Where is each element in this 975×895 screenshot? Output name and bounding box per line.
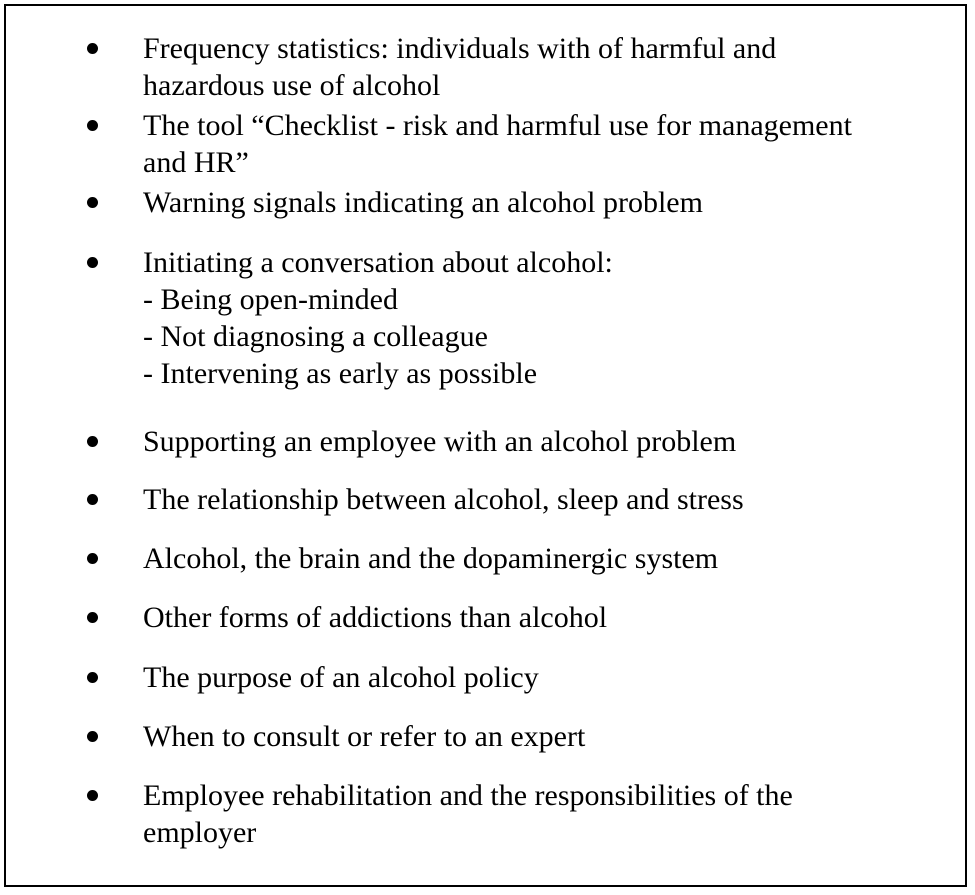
list-item-text — [143, 30, 933, 104]
list-item-text — [143, 777, 933, 851]
content-box — [4, 4, 967, 887]
list-item-line: Employee rehabilitation and the responsibilities of the — [143, 779, 793, 812]
bullet-icon — [87, 553, 98, 564]
bullet-icon — [87, 120, 98, 131]
list-item-line: Frequency statistics: individuals with of harmful and — [143, 32, 777, 65]
list-item-line: When to consult or refer to an expert — [143, 720, 586, 753]
list-item-line: - Being open-minded — [143, 283, 398, 316]
list-item-line: The relationship between alcohol, sleep and stress — [143, 483, 744, 516]
bullet-icon — [87, 672, 98, 683]
list-item-text — [143, 659, 933, 696]
bullet-icon — [87, 790, 98, 801]
list-item-text — [143, 481, 933, 518]
list-item-line: employer — [143, 816, 257, 849]
list-item-text — [143, 718, 933, 755]
bullet-icon — [87, 436, 98, 447]
list-item-text — [143, 107, 933, 181]
list-item-line: Alcohol, the brain and the dopaminergic system — [143, 542, 719, 575]
bullet-icon — [87, 43, 98, 54]
list-item-line: - Not diagnosing a colleague — [143, 320, 488, 353]
list-item-text — [143, 423, 933, 460]
bullet-icon — [87, 731, 98, 742]
list-item-line: Initiating a conversation about alcohol: — [143, 246, 613, 279]
list-item-line: Other forms of addictions than alcohol — [143, 601, 608, 634]
list-item-text — [143, 599, 933, 636]
list-item-line: The tool “Checklist - risk and harmful use for management — [143, 109, 852, 142]
list-item-line: Supporting an employee with an alcohol problem — [143, 425, 737, 458]
bullet-icon — [87, 612, 98, 623]
list-item-line: and HR” — [143, 146, 249, 179]
list-item-line: - Intervening as early as possible — [143, 357, 538, 390]
list-item-text — [143, 184, 933, 221]
list-item-text — [143, 540, 933, 577]
bullet-icon — [87, 257, 98, 268]
list-item-line: hazardous use of alcohol — [143, 69, 441, 102]
list-item-line: Warning signals indicating an alcohol problem — [143, 186, 703, 219]
bullet-icon — [87, 197, 98, 208]
bullet-icon — [87, 494, 98, 505]
list-item-text — [143, 244, 933, 392]
list-item-line: The purpose of an alcohol policy — [143, 661, 539, 694]
